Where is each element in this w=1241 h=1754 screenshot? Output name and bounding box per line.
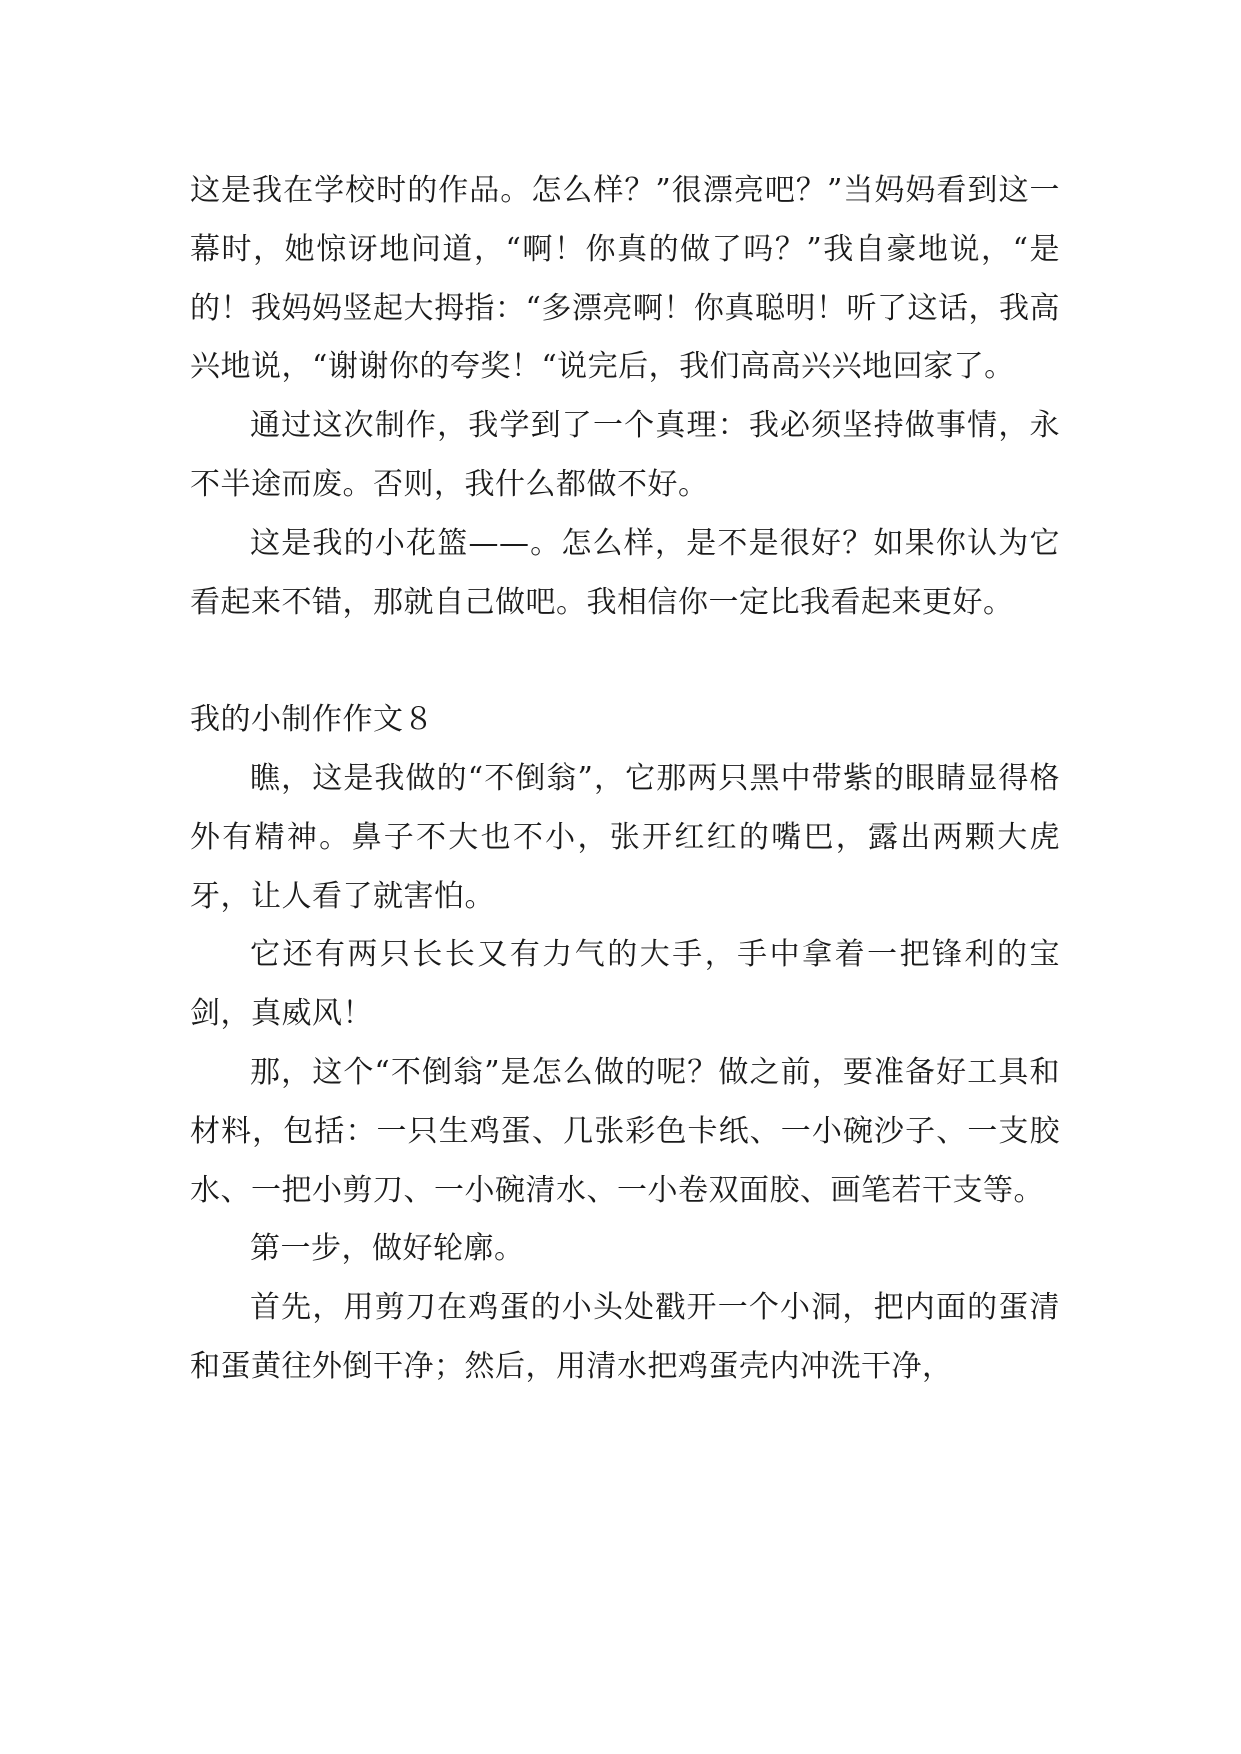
paragraph-7: 第一步，做好轮廓。 [250, 1231, 525, 1267]
document-body [190, 162, 1060, 1397]
section-title: 我的小制作作文８ [190, 702, 434, 738]
paragraph-1: 这是我在学校时的作品。怎么样？”很漂亮吧？”当妈妈看到这一幕时，她惊讶地问道，“啊！你真的做了吗？”我自豪地说，“是的！我妈妈竖起大拇指：“多漂亮啊！你真聪明！听了这话，我高兴地说，“谢谢你的夸奖！“说完后，我们高高兴兴地回家了。 [190, 173, 1060, 385]
paragraph-3: 这是我的小花篮——。怎么样，是不是很好？如果你认为它看起来不错，那就自己做吧。我相信你一定比我看起来更好。 [190, 525, 1060, 620]
paragraph-6: 那，这个“不倒翁”是怎么做的呢？做之前，要准备好工具和材料，包括：一只生鸡蛋、几张彩色卡纸、一小碗沙子、一支胶水、一把小剪刀、一小碗清水、一小卷双面胶、画笔若干支等。 [190, 1054, 1060, 1208]
paragraph-4: 瞧，这是我做的“不倒翁”，它那两只黑中带紫的眼睛显得格外有精神。鼻子不大也不小，张开红红的嘴巴，露出两颗大虎牙，让人看了就害怕。 [190, 760, 1060, 914]
paragraph-5: 它还有两只长长又有力气的大手，手中拿着一把锋利的宝剑，真威风！ [190, 937, 1060, 1032]
section-spacer [190, 632, 1060, 691]
paragraph-8: 首先，用剪刀在鸡蛋的小头处戳开一个小洞，把内面的蛋清和蛋黄往外倒干净；然后，用清水把鸡蛋壳内冲洗干净， [190, 1290, 1060, 1384]
paragraph-2: 通过这次制作，我学到了一个真理：我必须坚持做事情，永不半途而废。否则，我什么都做不好。 [190, 408, 1060, 502]
